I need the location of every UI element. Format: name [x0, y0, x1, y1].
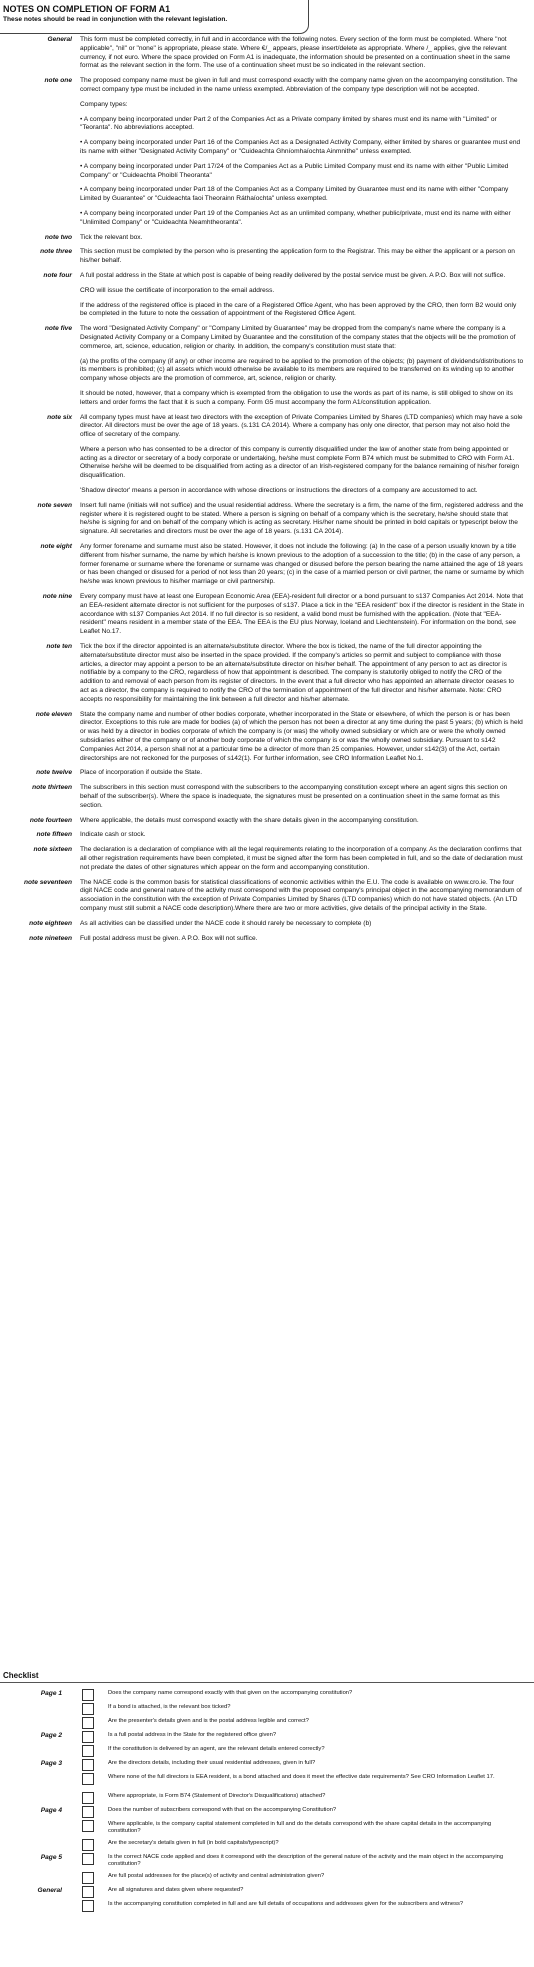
note-row: [0, 248, 534, 272]
note-label: note ten: [46, 643, 72, 651]
checklist-item: [0, 1745, 534, 1759]
checklist-page-label: Page 2: [40, 1732, 62, 1739]
checklist-item: [0, 1759, 534, 1773]
note-paragraph: 'Shadow director' means a person in accordance with whose directions or instructions the directors of a company are accustomed to act.: [80, 487, 478, 495]
checklist-question: If the constitution is delivered by an agent, are the relevant details entered correctly?: [108, 1746, 325, 1752]
note-label: note twelve: [36, 769, 72, 777]
note-body: [80, 711, 534, 770]
checklist-checkbox[interactable]: [82, 1872, 94, 1884]
note-row: [0, 234, 534, 249]
note-paragraph: Indicate cash or stock.: [80, 831, 146, 839]
note-label: note eighteen: [29, 919, 72, 927]
note-body: [80, 769, 534, 784]
checklist-checkbox[interactable]: [82, 1717, 94, 1729]
note-paragraph: • A company being incorporated under Part 2 of the Companies Act as a Private company limited by shares must end its name with "Limited" or "Teoranta". No abbreviations accepted.: [80, 115, 497, 132]
note-paragraph: • A company being incorporated under Part 16 of the Companies Act as a Designated Activity Company, either limited by shares or guarantee must end its name with either "Designated Activity Company" or "Cuideachta Ghníomhaíochta Ainmnithe" unless exempted.: [80, 139, 521, 155]
note-label: note fifteen: [36, 831, 72, 839]
checklist-question: Where applicable, is the company capital statement completed in full and do the details correspond with the share capital details in the accompanying constitution?: [108, 1821, 492, 1835]
note-body: [80, 920, 534, 935]
checklist-item: [0, 1717, 534, 1731]
note-paragraph: Insert full name (initials will not suffice) and the usual residential address. Where the secretary is a firm, the name of the firm, registered address and the register where it is registered ought to be stated. Where a person is signing on behalf of a company which is the secretary, he/she should state that he/she is signing for and on behalf of the company which is acting as secretary. His/her name should be printed in bold capitals or typescript below the signature. All secretaries and directors must be over the age of 18 years. (s.131 CA 2014).: [80, 501, 524, 536]
note-body: [80, 593, 534, 643]
checklist-item: [0, 1689, 534, 1703]
note-paragraph: As all activities can be classified under the NACE code it should rarely be necessary to complete (b): [80, 919, 372, 927]
form-header: [0, 0, 309, 34]
note-paragraph: • A company being incorporated under Part 19 of the Companies Act as an unlimited company, whether public/private, must end its name with either "Unlimited Company" or "Cuideachta Neamhtheoranta".: [80, 209, 511, 226]
note-paragraph: The subscribers in this section must correspond with the subscribers to the accompanying constitution except where an agent signs this section on behalf of the subscriber(s). Where the space is inadequate, the signatures must be presented on a continuation sheet in the same format as this section.: [80, 784, 508, 809]
note-paragraph: Where a person who has consented to be a director of this company is currently disqualified under the law of another state from being appointed or acting as a director or secretary of a body corporate or undertaking, he/she must complete Form B74 which must be submitted to CRO with Form A1. Otherwise he/she will be deemed to be disqualified from acting as a director of an Irish-registered company for the balance remaining of his/her foreign disqualification.: [80, 445, 520, 480]
page-subtitle: These notes should be read in conjunction with the relevant legislation.: [3, 16, 228, 23]
note-label: note eight: [40, 543, 72, 551]
checklist-checkbox[interactable]: [82, 1900, 94, 1912]
note-paragraph: Place of incorporation if outside the State.: [80, 769, 203, 777]
note-row: [0, 593, 534, 643]
note-body: [80, 784, 534, 816]
checklist-title: Checklist: [3, 1671, 39, 1680]
note-paragraph: Every company must have at least one European Economic Area (EEA)-resident full director or a bond pursuant to s137 Companies Act 2014. Note that an EEA-resident alternate director is not sufficient for the purposes of s137. Place a tick in the "EEA resident" box if the director is resident in the State in accordance with s137 Companies Act 2014. If no full director is so resident, a valid bond must be furnished with the application. (Note that "EEA-resident" means resident in a member state of the EEA. The EEA is the EU plus Norway, Iceland and Liechtenstein). For information on the bond, see Leaflet No.17.: [80, 593, 525, 636]
checklist-item: [0, 1853, 534, 1867]
note-paragraph: CRO will issue the certificate of incorporation to the email address.: [80, 286, 275, 294]
note-label: note thirteen: [32, 784, 72, 792]
note-row: [0, 711, 534, 770]
note-label: note two: [44, 233, 72, 241]
checklist-question: Are full postal addresses for the place(s) of activity and central administration given?: [108, 1873, 325, 1879]
page-title: NOTES ON COMPLETION OF FORM A1: [3, 4, 171, 14]
note-label: note sixteen: [33, 846, 72, 854]
checklist-page-label: Page 1: [40, 1690, 62, 1697]
checklist-question: Are the secretary's details given in full (in bold capitals/typescript)?: [108, 1840, 279, 1846]
note-paragraph: Full postal address must be given. A P.O. Box will not suffice.: [80, 934, 258, 942]
checklist-checkbox[interactable]: [82, 1703, 94, 1715]
note-label: note eleven: [35, 710, 72, 718]
checklist-question: Are all signatures and dates given where requested?: [108, 1887, 244, 1893]
checklist-item: [0, 1839, 534, 1853]
note-label: General: [47, 36, 72, 43]
checklist-item: [0, 1872, 534, 1886]
note-paragraph: This form must be completed correctly, in full and in accordance with the following notes. Every section of the form must be completed. Where "not applicable", "nil" or "none" is appropriate, please state. Where €/_ appears, please insert/delete as appropriate. Where /_ applies, give the relevant currency, if not euro. Where the space provided on Form A1 is inadequate, the information should be presented on a continuation sheet in the same format as the relevant section in the form. The use of a continuation sheet must be so indicated in the relevant section.: [80, 36, 511, 70]
note-paragraph: The declaration is a declaration of compliance with all the legal requirements relating to the incorporation of a company. As the declaration confirms that all other registration requirements have been completed, it must be signed after the form has been completed in full, and so the date of declaration must not predate the dates of other signatures which appear on the form and accompanying constitution.: [80, 846, 523, 871]
note-body: [80, 846, 534, 878]
note-row: [0, 36, 534, 77]
note-paragraph: It should be noted, however, that a company which is exempted from the obligation to use the words as part of its name, is still obliged to show on its letters and order forms the fact that it is such a company. Form G5 must accompany the form A1/constitution application.: [80, 389, 513, 406]
note-row: [0, 643, 534, 711]
notes-section: [0, 36, 534, 949]
note-paragraph: State the company name and number of other bodies corporate, whether incorporated in the State or elsewhere, of which the person is or has been director. Exceptions to this rule are made for bodies (a) of which the person has not been a director at any time during the past 5 years; (b) which is held or was held by a director in bodies corporate of which the company is (or was) the wholly owned subsidiary or which are or were the wholly owned subsidiaries either of the company or of another body corporate of which the company is or was the wholly owned subsidiary. Pursuant to s142 Companies Act 2014, a person shall not at a particular time be a director of more than 25 companies. However, under s142(3) of the Act, certain directorships are not reckoned for the purposes of s142(1). For further information, see CRO Information Leaflet No.1.: [80, 710, 523, 762]
checklist-item: [0, 1792, 534, 1806]
checklist-item: [0, 1703, 534, 1717]
checklist-question: Does the company name correspond exactly with that given on the accompanying constitution?: [108, 1690, 353, 1696]
note-paragraph: Tick the relevant box.: [80, 233, 143, 241]
checklist-item: [0, 1773, 534, 1787]
checklist-checkbox[interactable]: [82, 1820, 94, 1832]
note-body: [80, 643, 534, 711]
note-body: [80, 272, 534, 325]
note-row: [0, 879, 534, 920]
note-label: note six: [47, 413, 72, 421]
note-paragraph: The NACE code is the common basis for statistical classifications of economic activities within the E.U. The code is available on www.cro.ie. The four digit NACE code and general nature of the activity must correspond with the proposed company's principal object in the accompanying memorandum of association in the constitution with the exception of Private Companies Limited by Shares (LTD companies) which do not have stated objects. (An LTD company must still submit a NACE code description).Where there are two or more activities, give details of the principal activity in the State.: [80, 878, 522, 912]
note-row: [0, 543, 534, 593]
note-paragraph: The word "Designated Activity Company" or "Company Limited by Guarantee" may be dropped from the company's name where the company is a Designated Activity Company or a Company Limited by Guarantee and the constitution of the company states that the objects will be the promotion of commerce, art, science, education, religion or charity. In addition, the company's constitution must state that:: [80, 325, 516, 350]
note-body: [80, 543, 534, 593]
checklist-question: Is the correct NACE code applied and does it correspond with the description of the general nature of the activity and the main object in the accompanying constitution?: [108, 1854, 504, 1868]
checklist-question: Are the presenter's details given and is the postal address legible and correct?: [108, 1718, 309, 1724]
note-label: note three: [40, 248, 72, 256]
checklist-checkbox[interactable]: [82, 1839, 94, 1851]
note-label: note seven: [37, 501, 72, 509]
checklist-checkbox[interactable]: [82, 1886, 94, 1898]
note-label: note four: [43, 271, 72, 279]
checklist-question: Where appropriate, is Form B74 (Statement of Director's Disqualifications) attached?: [108, 1793, 326, 1799]
checklist-item: [0, 1806, 534, 1820]
checklist-item: [0, 1731, 534, 1745]
note-body: [80, 36, 534, 77]
note-row: [0, 77, 534, 233]
note-paragraph: This section must be completed by the person who is presenting the application form to the Registrar. This may be either the applicant or a person on his/her behalf.: [80, 248, 515, 265]
note-label: note nineteen: [29, 934, 72, 942]
note-body: [80, 234, 534, 249]
checklist-item: [0, 1900, 534, 1914]
note-body: [80, 248, 534, 272]
note-body: [80, 817, 534, 832]
checklist-page-label: Page 4: [40, 1807, 62, 1814]
checklist-checkbox[interactable]: [82, 1731, 94, 1743]
checklist-page-label: Page 5: [40, 1854, 62, 1861]
checklist-checkbox[interactable]: [82, 1792, 94, 1804]
note-paragraph: • A company being incorporated under Part 18 of the Companies Act as a Company Limited by Guarantee must end its name with either "Company Limited by Guarantee" or "Cuideachta faoi Theorainn Ráthaíochta" unless exempted.: [80, 186, 509, 203]
note-paragraph: • A company being incorporated under Part 17/24 of the Companies Act as a Public Limited Company must end its name with either "Public Limited Company" or "Cuideachta Phoiblí Theoranta": [80, 162, 509, 179]
note-body: [80, 414, 534, 502]
checklist-question: Are the directors details, including their usual residential addresses, given in full?: [108, 1760, 316, 1766]
note-label: note one: [44, 77, 72, 85]
checklist-question: Is a full postal address in the State for the registered office given?: [108, 1732, 277, 1738]
note-body: [80, 77, 534, 233]
note-paragraph: Where applicable, the details must correspond exactly with the share details given in the accompanying constitution.: [80, 816, 419, 824]
note-row: [0, 769, 534, 784]
checklist-checkbox[interactable]: [82, 1853, 94, 1865]
note-row: [0, 502, 534, 543]
note-label: note seventeen: [23, 878, 72, 886]
checklist-divider: [0, 1682, 534, 1683]
note-row: [0, 325, 534, 413]
checklist-checkbox[interactable]: [82, 1773, 94, 1785]
note-paragraph: Company types:: [80, 100, 128, 108]
note-label: note five: [44, 325, 72, 333]
checklist-question: If a bond is attached, is the relevant box ticked?: [108, 1704, 231, 1710]
checklist-question: Does the number of subscribers correspond with that on the accompanying Constitution?: [108, 1807, 337, 1813]
note-row: [0, 817, 534, 832]
note-label: note nine: [42, 593, 72, 601]
note-paragraph: The proposed company name must be given in full and must correspond exactly with the company name given on the accompanying constitution. The correct company type must be included in the name unless exempted. Abbreviation of the company type description will not be accepted.: [80, 77, 518, 93]
note-paragraph: A full postal address in the State at which post is capable of being readily delivered by the postal service must be given. A P.O. Box will not suffice.: [80, 271, 506, 279]
note-row: [0, 784, 534, 816]
note-paragraph: If the address of the registered office is placed in the care of a Registered Office Agent, who has been approved by the CRO, then form B2 would only be completed in the future to note the cessation of appointment of the Registered Office Agent.: [80, 301, 517, 318]
note-row: [0, 846, 534, 878]
checklist-question: Where none of the full directors is EEA resident, is a bond attached and does it meet the effective date requirements? See CRO Information Leaflet 17.: [108, 1774, 495, 1780]
note-paragraph: Tick the box if the director appointed is an alternate/substitute director. Where the box is ticked, the name of the full director appointing the alternate/substitute director must also be inserted in the space provided. If the company's articles so permit and subject to compliance with those articles, a director may appoint a person to be an alternate/substitute director on his/her behalf. The appointment of any person to act as director is notifiable by a company to the CRO, regardless of how that appointment is described. The company is statutorily obliged to notify the CRO of the addition to and removal of each person from its register of directors. In the event that a full director who has appointed an alternate director ceases to act as a director, the company is required to notify the CRO of the termination of appointment of the full director and his/her alternate. Note: CRO accepts no responsibility for maintaining the link between a full director and his/her alternate.: [80, 643, 514, 703]
note-row: [0, 920, 534, 935]
checklist-question: Is the accompanying constitution completed in full and are full details of occupations and addresses given for the subscribers and witness?: [108, 1901, 464, 1907]
note-body: [80, 325, 534, 413]
note-paragraph: All company types must have at least two directors with the exception of Private Companies Limited by Shares (LTD companies) which may have a sole director. All directors must be over the age of 18 years. (s.131 CA 2014). Where a company has only one director, that person may not also hold the office of secretary of the company.: [80, 413, 523, 439]
checklist-checkbox[interactable]: [82, 1806, 94, 1818]
checklist-checkbox[interactable]: [82, 1745, 94, 1757]
note-body: [80, 935, 534, 950]
note-label: note fourteen: [29, 816, 72, 824]
note-paragraph: (a) the profits of the company (if any) or other income are required to be applied to the promotion of the objects; (b) payment of dividends/distributions to its members is prohibited; (c) all assets which would otherwise be available to its members are required to be transferred on its winding up to another company whose objects are the promotion of commerce, art, science, religion or charity.: [80, 357, 524, 383]
checklist-checkbox[interactable]: [82, 1759, 94, 1771]
note-row: [0, 831, 534, 846]
note-body: [80, 502, 534, 543]
checklist-page-label: Page 3: [40, 1760, 62, 1767]
note-body: [80, 879, 534, 920]
checklist-page-label: General: [37, 1887, 62, 1894]
note-row: [0, 272, 534, 325]
checklist-item: [0, 1820, 534, 1834]
note-row: [0, 935, 534, 950]
checklist-checkbox[interactable]: [82, 1689, 94, 1701]
note-body: [80, 831, 534, 846]
note-row: [0, 414, 534, 502]
note-paragraph: Any former forename and surname must also be stated. However, it does not include the following: (a) In the case of a person usually known by a title different from his/her surname, the name by which he/she is known previous to the adoption of a succession to the title; (b) in the case of any person, a former forename or surname where the forename or surname was changed or disused before the person bearing the name attained the age of 18 years or has been changed or disused for a period of not less than 20 years; (c) in the case of a married person or civil partner, the name or surname by which he/she was known previous to his/her marriage or civil partnership.: [80, 543, 524, 586]
checklist-item: [0, 1886, 534, 1900]
